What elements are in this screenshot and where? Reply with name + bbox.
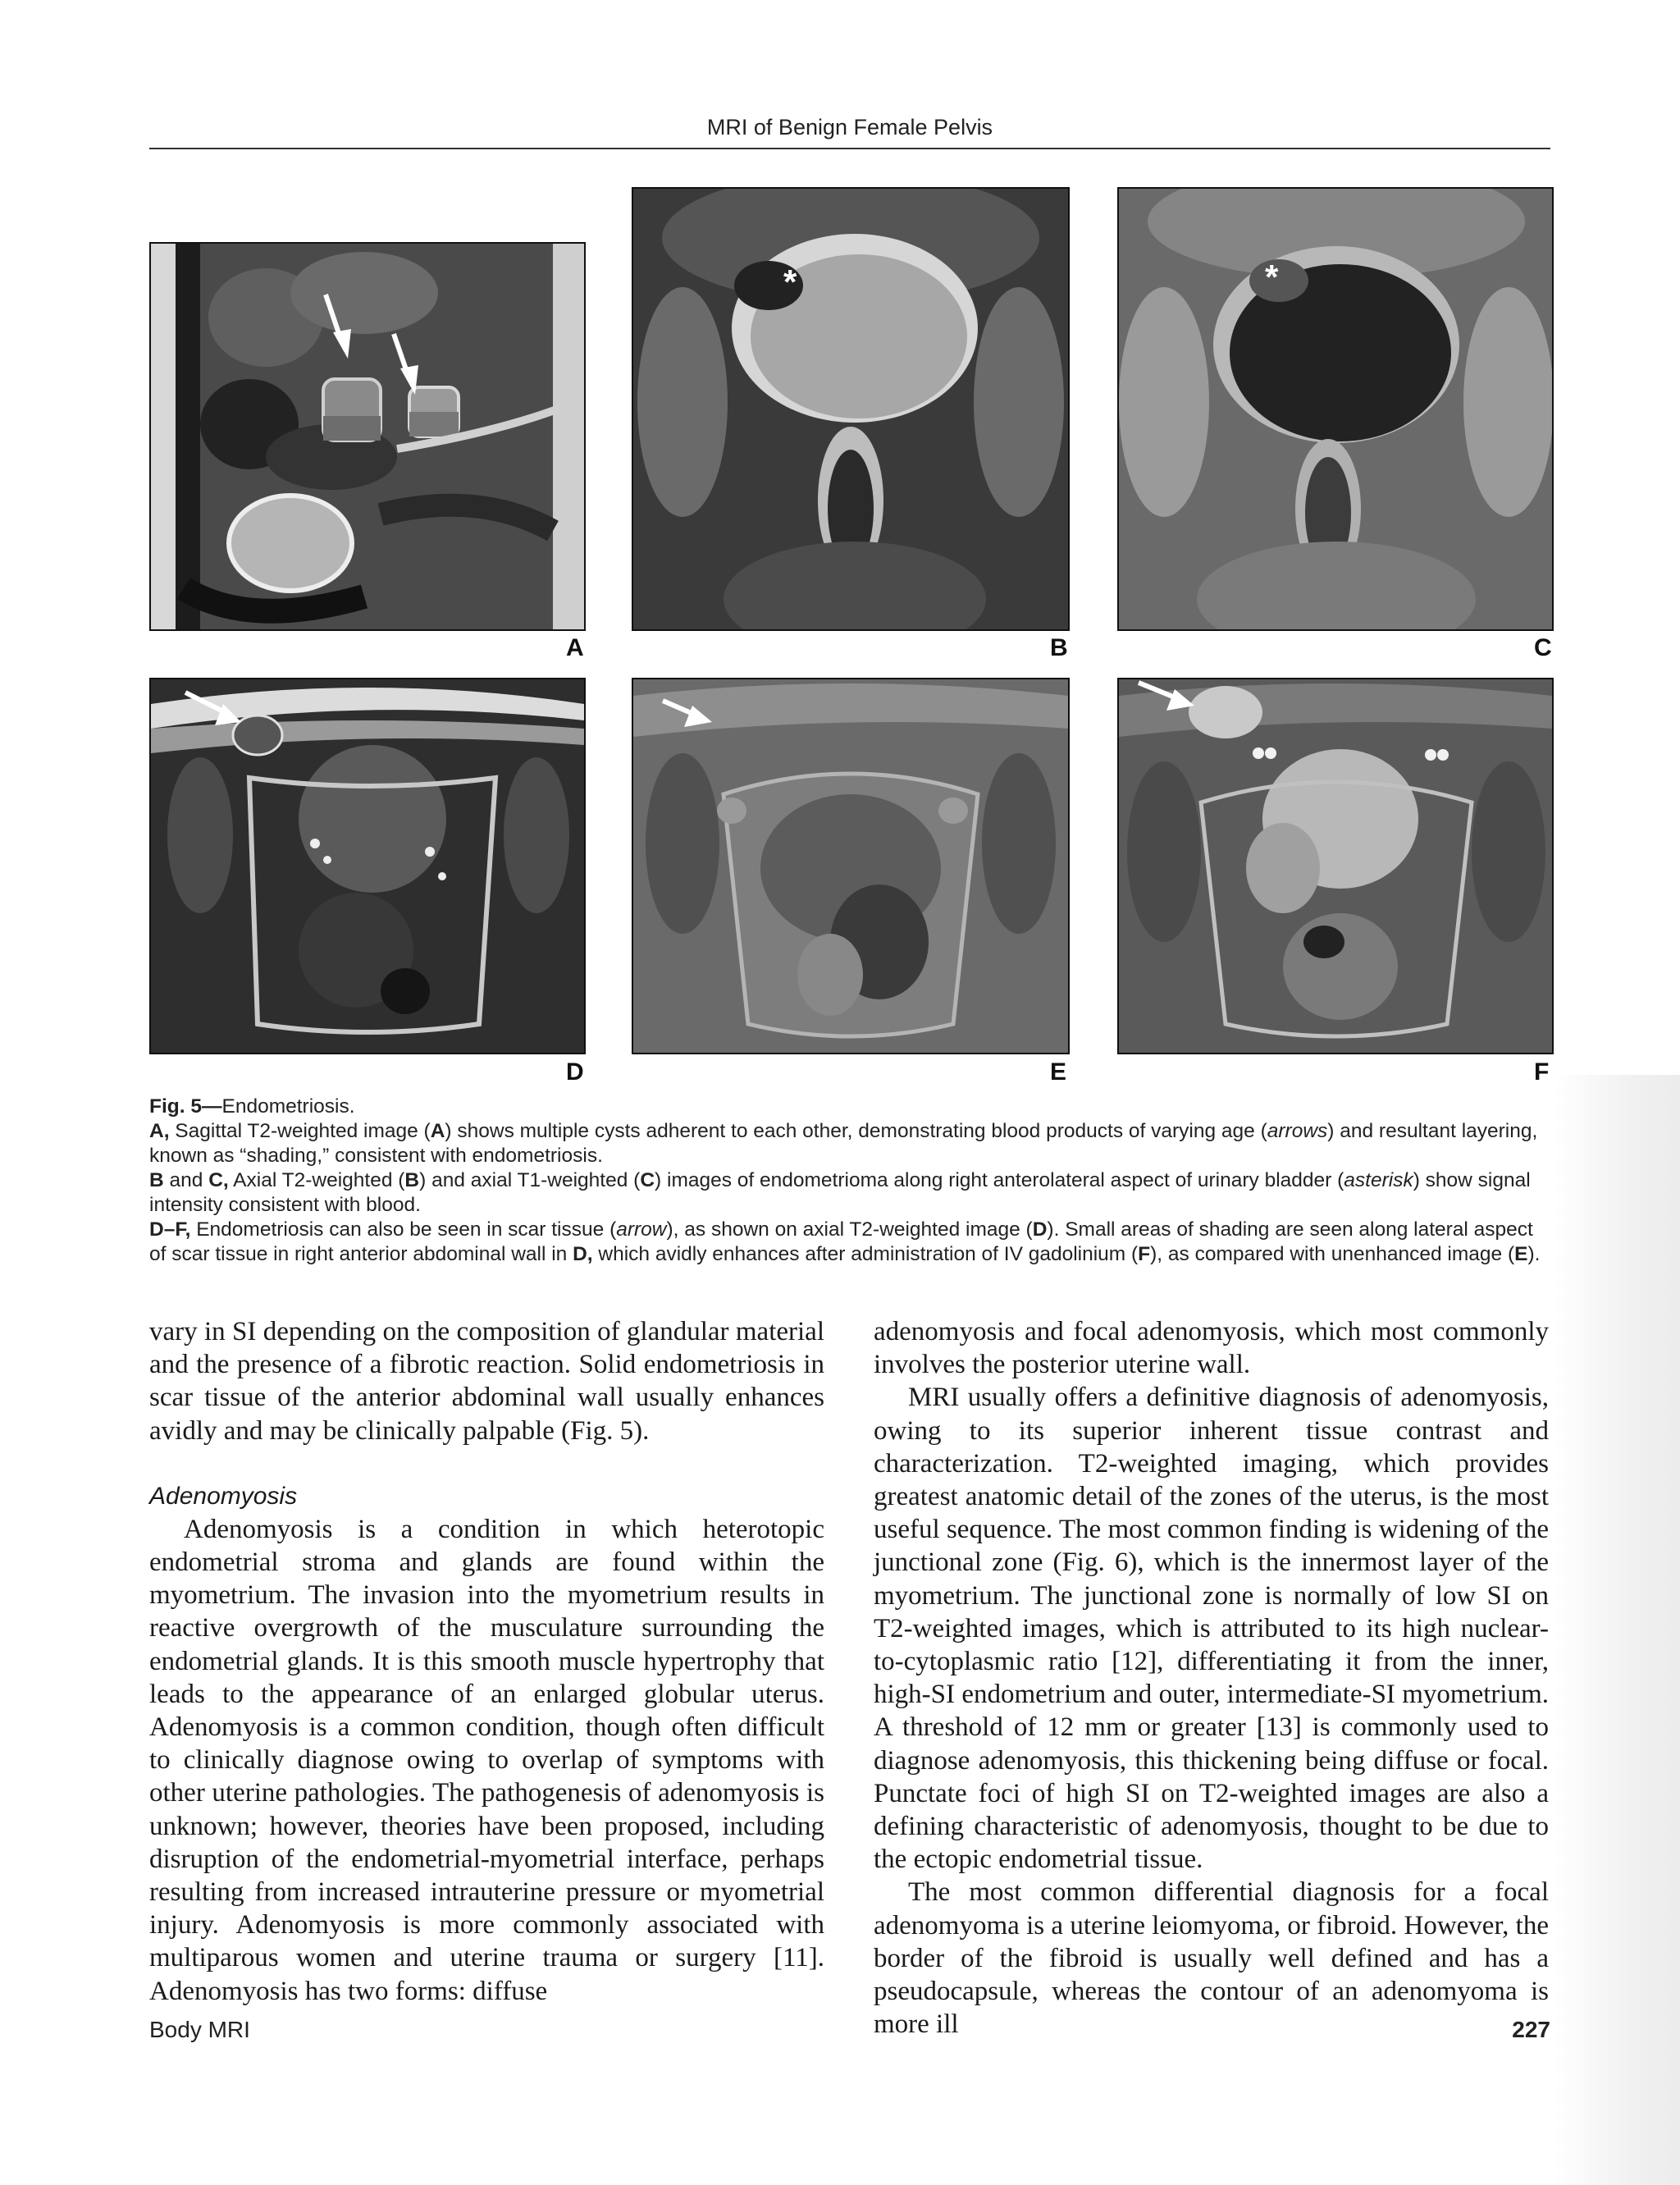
figure-panel-e [632, 678, 1070, 1054]
body-paragraph: Adenomyosis is a condition in which heterotopic endometrial stroma and glands are found within the myometrium. The invasion into the myometrium results in reactive overgrowth of the musculature surrounding the endometrial glands. It is this smooth muscle hypertrophy that leads to the appearance of an enlarged globular uterus. Adenomyosis is a common condition, though often difficult to clinically diagnose owing to overlap of symptoms with other uterine pathologies. The pathogenesis of adenomyosis is unknown; however, theories have been proposed, including disruption of the endometrial-myometrial interface, perhaps resulting from increased intrauterine pressure or myometrial injury. Adenomyosis is more commonly associated with multiparous women and uterine trauma or surgery [11]. Adenomyosis has two forms: diffuse [149, 1514, 824, 2006]
body-column-left [149, 1315, 824, 2008]
panel-label-d: D [566, 1058, 584, 1086]
body-paragraph: The most common differential diagnosis for a focal adenomyoma is a uterine leiomyoma, or fibroid. However, the border of the fibroid is usually well defined and has a pseudocapsule, whereas the contour of an adenomyoma is more ill [874, 1877, 1549, 2040]
asterisk-marker: * [1265, 258, 1279, 296]
panel-label-e: E [1050, 1058, 1067, 1086]
running-head: MRI of Benign Female Pelvis [706, 115, 993, 139]
caption-title: Fig. 5—Endometriosis. [149, 1095, 355, 1118]
section-heading: Adenomyosis [149, 1482, 298, 1510]
body-paragraph: MRI usually offers a definitive diagnosis of adenomyosis, owing to its superior inherent tissue contrast and characterization. T2-weighted imaging, which provides greatest anatomic detail of the zones of the uterus, is the most useful sequence. The most common finding is widening of the junctional zone (Fig. 6), which is the innermost layer of the myometrium. The junctional zone is normally of low SI on T2-weighted images, which is attributed to its high nuclear-to-cytoplasmic ratio [12], differentiating it from the inner, high-SI endometrium and outer, intermediate-SI myometrium. A threshold of 12 mm or greater [13] is commonly used to diagnose adenomyosis, this thickening being diffuse or focal. Punctate foci of high SI on T2-weighted images are also a defining characteristic of adenomyosis, thought to be due to the ectopic endometrial tissue. [874, 1383, 1549, 1875]
panel-label-f: F [1534, 1058, 1550, 1086]
page-number: 227 [1512, 2017, 1550, 2042]
asterisk-marker: * [783, 263, 797, 301]
page-edge-shading [1554, 1075, 1680, 2185]
caption-a: A, Sagittal T2-weighted image (A) shows multiple cysts adherent to each other, demonstrating blood products of varying age (arrows) and resultant layering, known as “shading,” consistent with endometriosis. [149, 1120, 1538, 1167]
panel-label-b: B [1050, 634, 1068, 661]
panel-label-c: C [1534, 634, 1552, 661]
figure-panel-d [149, 678, 586, 1054]
figure-panel-b [632, 187, 1070, 631]
body-paragraph: vary in SI depending on the composition of glandular material and the presence of a fibrotic reaction. Solid endometriosis in scar tissue of the anterior abdominal wall usually enhances avidly and may be clinically palpable (Fig. 5). [149, 1317, 824, 1446]
figure-panel-c [1117, 187, 1554, 631]
figure-panel-a [149, 242, 586, 631]
body-paragraph: adenomyosis and focal adenomyosis, which most commonly involves the posterior uterine wall. [874, 1317, 1549, 1380]
figure-caption [149, 1095, 1544, 1267]
caption-df: D–F, Endometriosis can also be seen in scar tissue (arrow), as shown on axial T2-weighted image (D). Small areas of shading are seen along lateral aspect of scar tissue in right anterior abdominal wall in D, which avidly enhances after administration of IV gadolinium (F), as compared with unenhanced image (E). [149, 1218, 1541, 1265]
journal-name: Body MRI [149, 2017, 250, 2042]
figure-panel-f [1117, 678, 1554, 1054]
caption-bc: B and C, Axial T2-weighted (B) and axial T1-weighted (C) images of endometrioma along right anterolateral aspect of urinary bladder (asterisk) show signal intensity consistent with blood. [149, 1169, 1531, 1216]
panel-label-a: A [566, 634, 584, 661]
header-rule [149, 148, 1550, 149]
body-column-right [874, 1315, 1549, 2041]
